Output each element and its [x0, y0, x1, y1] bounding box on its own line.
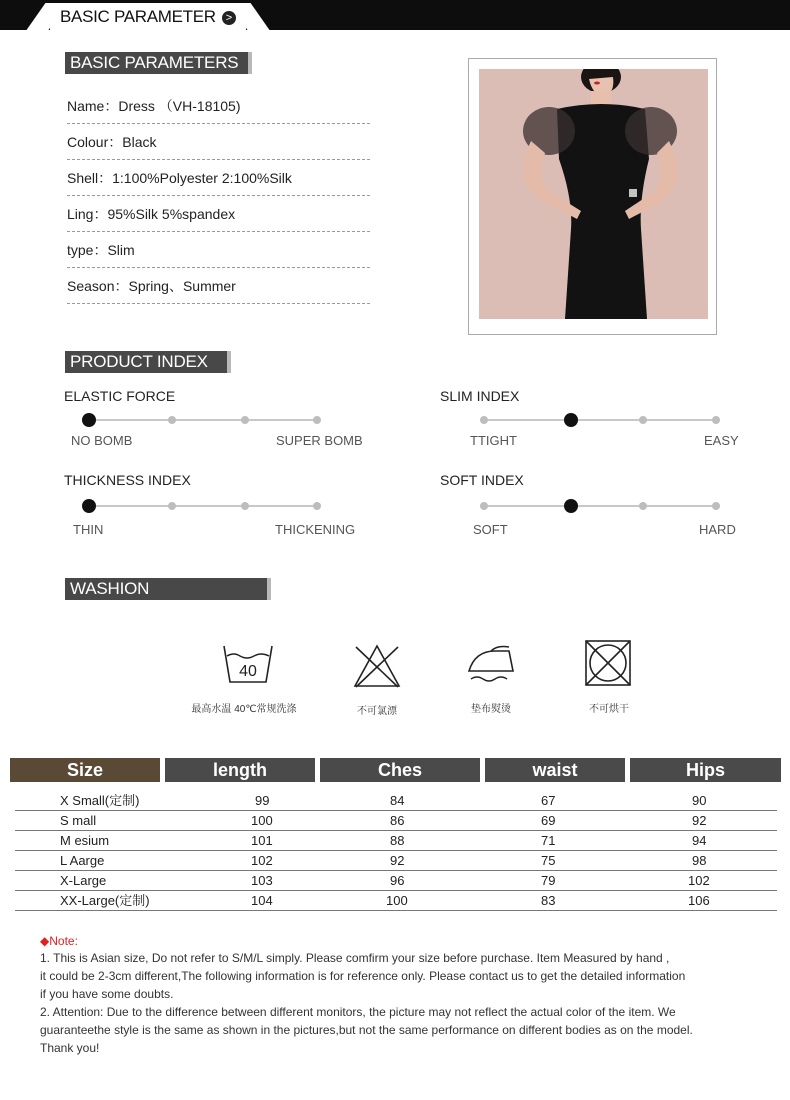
slim-index-title: SLIM INDEX: [440, 388, 520, 404]
wash-40-label: 最高水温 40℃常规洗涤: [191, 704, 297, 715]
size-header-length: length: [165, 758, 315, 782]
elastic-force-dot-4: [313, 416, 321, 424]
soft-index-dot-1: [480, 502, 488, 510]
chest-cell: 92: [390, 853, 405, 868]
iron-with-cloth-icon: [465, 643, 517, 687]
no-tumble-dry-label: 不可烘干: [589, 704, 629, 715]
page-title-text: BASIC PARAMETER: [60, 7, 216, 26]
thickness-index-dot-1: [82, 499, 96, 513]
length-cell: 104: [251, 893, 273, 908]
washing-instructions-heading: WASHION INSTUCTIONS: [65, 578, 267, 600]
dress-model-illustration: [479, 69, 708, 319]
product-photo-frame: [468, 58, 717, 335]
size-header-size: Size: [10, 758, 160, 782]
waist-cell: 67: [541, 793, 556, 808]
slim-index-dot-3: [639, 416, 647, 424]
size-cell: L Aarge: [60, 853, 105, 868]
hips-cell: 106: [688, 893, 710, 908]
param-colour: Colour：Black: [67, 124, 370, 160]
size-header-chest: Ches: [320, 758, 480, 782]
chest-cell: 84: [390, 793, 405, 808]
hips-cell: 102: [688, 873, 710, 888]
arrow-right-icon: >: [222, 11, 236, 25]
size-cell: M esium: [60, 833, 110, 848]
size-cell: X Small(定制): [60, 793, 140, 808]
note-line: if you have some doubts.: [40, 987, 174, 1001]
slim-index-max-label: EASY: [704, 433, 739, 448]
elastic-force-track: [89, 419, 319, 421]
hips-cell: 98: [692, 853, 707, 868]
note-line: 2. Attention: Due to the difference between different monitors, the picture may not reflect the actual color of the item. We: [40, 1005, 676, 1019]
no-bleach-label: 不可氯漂: [357, 706, 397, 717]
hips-cell: 90: [692, 793, 707, 808]
elastic-force-max-label: SUPER BOMB: [276, 433, 363, 448]
hips-cell: 92: [692, 813, 707, 828]
size-cell: S mall: [60, 813, 97, 828]
slim-index-track: [484, 419, 716, 421]
elastic-force-dot-1: [82, 413, 96, 427]
elastic-force-title: ELASTIC FORCE: [64, 388, 176, 404]
table-row: [15, 831, 777, 851]
page-title: [50, 3, 246, 30]
param-season: Season：Spring、Summer: [67, 268, 370, 304]
length-cell: 102: [251, 853, 273, 868]
soft-index-max-label: HARD: [699, 522, 736, 537]
size-header-waist: waist: [485, 758, 625, 782]
param-lining: Ling：95%Silk 5%spandex: [67, 196, 370, 232]
waist-cell: 69: [541, 813, 556, 828]
slim-index-dot-2: [564, 413, 578, 427]
top-title-bar: [0, 0, 790, 30]
thickness-index-dot-2: [168, 502, 176, 510]
waist-cell: 75: [541, 853, 556, 868]
thickness-index-max-label: THICKENING: [275, 522, 356, 537]
waist-cell: 79: [541, 873, 556, 888]
soft-index-title: SOFT INDEX: [440, 472, 524, 488]
size-header-hips: Hips: [630, 758, 781, 782]
table-row: [15, 891, 777, 911]
thickness-index-dot-3: [241, 502, 249, 510]
length-cell: 103: [251, 873, 273, 888]
size-cell: XX-Large(定制): [60, 893, 150, 908]
table-row: [15, 871, 777, 891]
waist-cell: 83: [541, 893, 556, 908]
chest-cell: 86: [390, 813, 405, 828]
note-line: Thank you!: [40, 1041, 100, 1055]
soft-index-dot-3: [639, 502, 647, 510]
length-cell: 101: [251, 833, 273, 848]
hips-cell: 94: [692, 833, 707, 848]
param-shell: Shell：1:100%Polyester 2:100%Silk: [67, 160, 370, 196]
product-photo: [479, 69, 708, 319]
basic-parameters-heading: BASIC PARAMETERS: [65, 52, 248, 74]
elastic-force-min-label: NO BOMB: [71, 433, 133, 448]
no-tumble-dry-icon: [583, 638, 633, 688]
soft-index-min-label: SOFT: [473, 522, 508, 537]
size-cell: X-Large: [60, 873, 107, 888]
param-type: type：Slim: [67, 232, 370, 268]
slim-index-min-label: TTIGHT: [470, 433, 517, 448]
soft-index-track: [484, 505, 716, 507]
thickness-index-title: THICKNESS INDEX: [64, 472, 191, 488]
product-index-heading: PRODUCT INDEX: [65, 351, 227, 373]
slim-index-dot-4: [712, 416, 720, 424]
note-line: guaranteethe style is the same as shown in the pictures,but not the same performance on different bodies as on the model.: [40, 1023, 693, 1037]
note-line: it could be 2-3cm different,The following information is for reference only. Please contact us to get the detailed information: [40, 969, 686, 983]
thickness-index-dot-4: [313, 502, 321, 510]
waist-cell: 71: [541, 833, 556, 848]
length-cell: 99: [255, 793, 270, 808]
length-cell: 100: [251, 813, 273, 828]
no-bleach-icon: [352, 643, 402, 689]
note-title: ◆Note:: [40, 934, 78, 948]
elastic-force-dot-2: [168, 416, 176, 424]
wash-40-icon: [222, 644, 274, 684]
soft-index-dot-4: [712, 502, 720, 510]
thickness-index-track: [89, 505, 319, 507]
soft-index-dot-2: [564, 499, 578, 513]
table-row: [15, 851, 777, 871]
param-name: Name：Dress （VH-18105): [67, 88, 370, 124]
chest-cell: 100: [386, 893, 408, 908]
iron-with-cloth-label: 垫布熨烫: [471, 704, 511, 715]
elastic-force-dot-3: [241, 416, 249, 424]
table-row: [15, 811, 777, 831]
table-row: [15, 791, 777, 811]
thickness-index-min-label: THIN: [73, 522, 104, 537]
note-line: 1. This is Asian size, Do not refer to S/M/L simply. Please comfirm your size before purchase. Item Measured by hand ,: [40, 951, 670, 965]
chest-cell: 96: [390, 873, 405, 888]
slim-index-dot-1: [480, 416, 488, 424]
chest-cell: 88: [390, 833, 405, 848]
wash-temperature-number: 40: [239, 663, 257, 680]
